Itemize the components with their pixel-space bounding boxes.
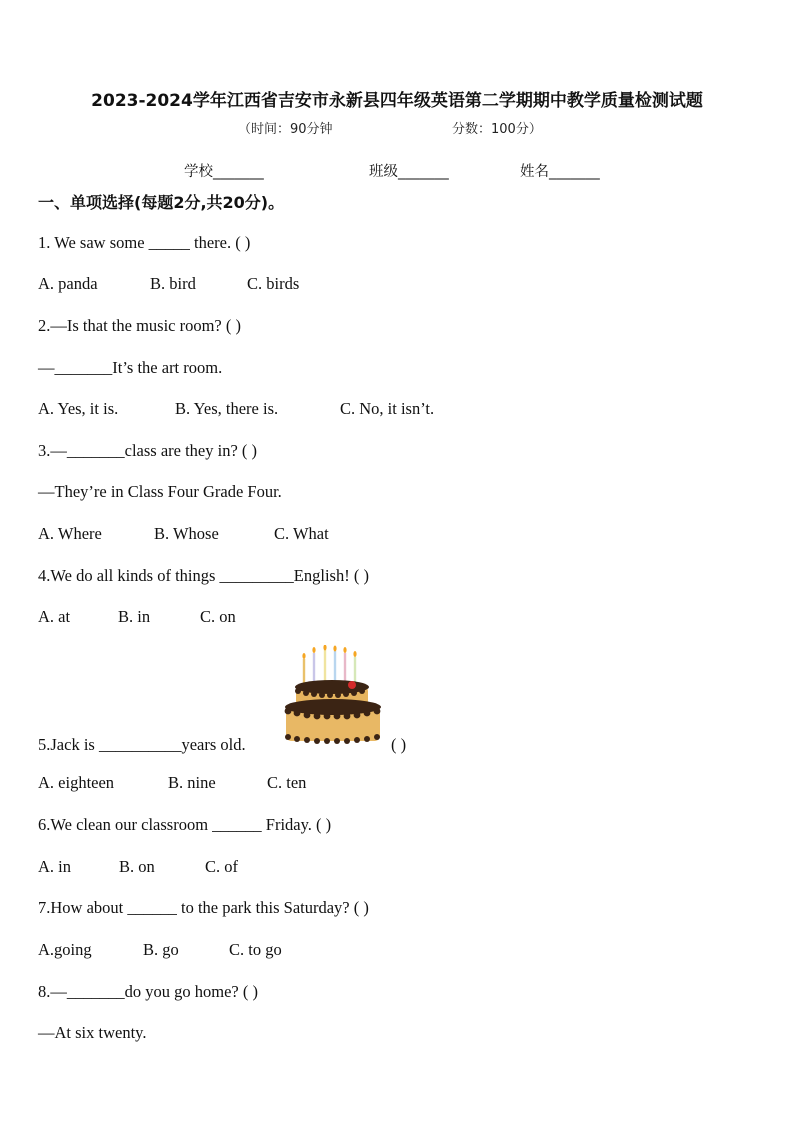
q2-option-c: C. No, it isn’t. — [340, 399, 435, 418]
q4-option-c: C. on — [200, 607, 236, 626]
q7-option-a: A.going — [38, 940, 92, 959]
q1-option-a: A. panda — [38, 274, 98, 293]
exam-score: 分数：100分） — [452, 122, 542, 137]
q2-option-b: B. Yes, there is. — [175, 399, 279, 418]
question-3: 3.—_______class are they in? ( ) — [38, 441, 258, 460]
exam-time: （时间：90分钟 — [238, 122, 333, 137]
q4-option-b: B. in — [118, 607, 151, 626]
q3-option-b: B. Whose — [154, 524, 219, 543]
q2-option-a: A. Yes, it is. — [38, 399, 119, 418]
question-5-paren: ( ) — [391, 735, 407, 754]
school-field: 学校_______ — [184, 164, 264, 180]
question-1: 1. We saw some _____ there. ( ) — [38, 233, 251, 252]
question-4: 4.We do all kinds of things _________English! ( ) — [38, 566, 369, 585]
question-6: 6.We clean our classroom ______ Friday. ( ) — [38, 815, 332, 834]
class-field: 班级_______ — [369, 164, 449, 180]
question-5: 5.Jack is __________years old. — [38, 735, 246, 754]
q5-option-a: A. eighteen — [38, 773, 115, 792]
q1-option-c: C. birds — [247, 274, 300, 293]
q4-option-a: A. at — [38, 607, 71, 626]
name-field: 姓名_______ — [520, 164, 600, 180]
birthday-cake-icon — [282, 645, 384, 745]
q6-option-a: A. in — [38, 857, 71, 876]
question-8: 8.—_______do you go home? ( ) — [38, 982, 258, 1001]
question-2-reply: —_______It’s the art room. — [38, 358, 223, 377]
q5-option-c: C. ten — [267, 773, 307, 792]
question-3-reply: —They’re in Class Four Grade Four. — [38, 482, 282, 501]
q6-option-c: C. of — [205, 857, 238, 876]
q7-option-c: C. to go — [229, 940, 282, 959]
q3-option-c: C. What — [274, 524, 329, 543]
question-2: 2.—Is that the music room? ( ) — [38, 316, 241, 335]
q3-option-a: A. Where — [38, 524, 102, 543]
q6-option-b: B. on — [119, 857, 155, 876]
question-8-reply: —At six twenty. — [38, 1023, 147, 1042]
q5-option-b: B. nine — [168, 773, 216, 792]
section-heading: 一、单项选择(每题2分,共20分)。 — [38, 193, 285, 212]
page-title: 2023-2024学年江西省吉安市永新县四年级英语第二学期期中教学质量检测试题 — [91, 91, 703, 111]
question-7: 7.How about ______ to the park this Saturday? ( ) — [38, 898, 369, 917]
q7-option-b: B. go — [143, 940, 179, 959]
q1-option-b: B. bird — [150, 274, 196, 293]
